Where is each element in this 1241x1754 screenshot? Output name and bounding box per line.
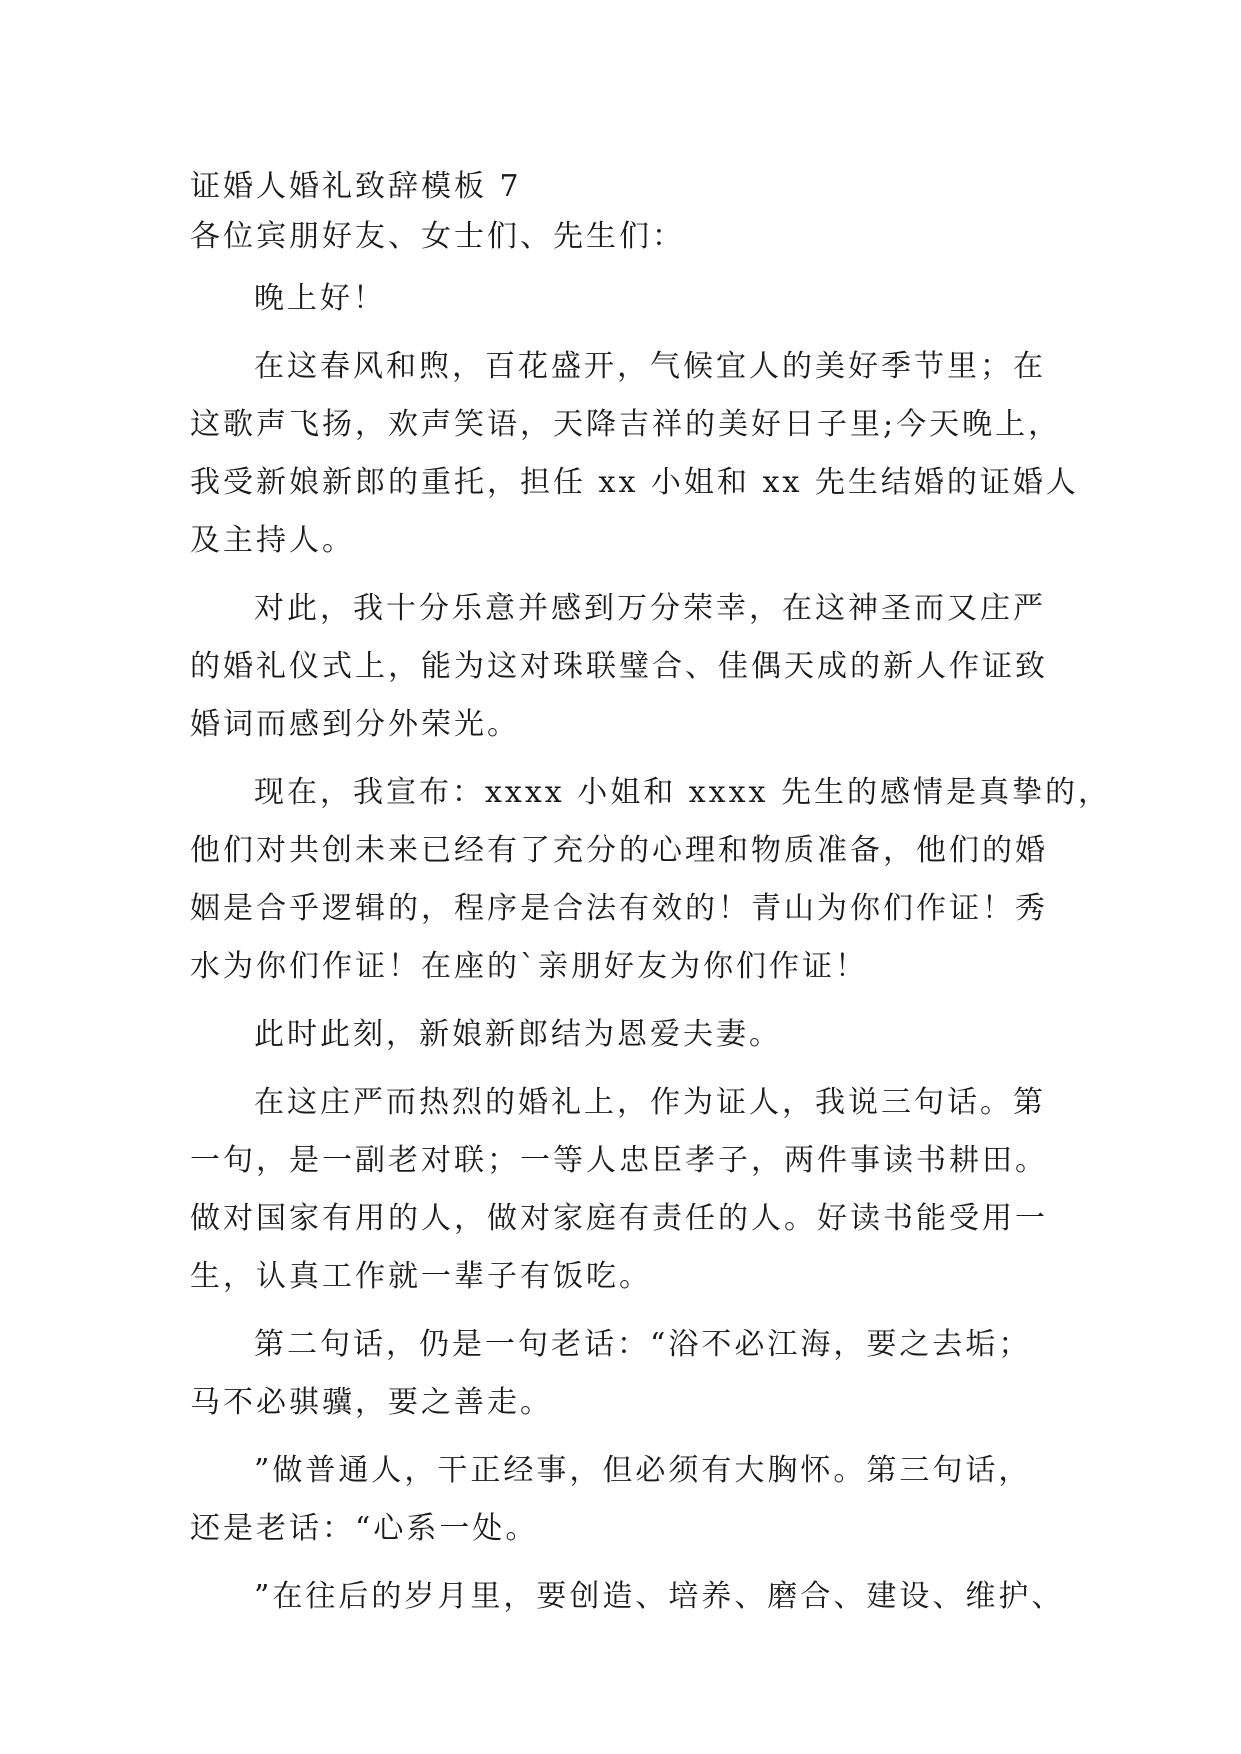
- paragraph: [190, 764, 1111, 996]
- paragraph-line: ”做普通人，干正经事，但必须有大胸怀。第三句话，: [254, 1453, 1032, 1488]
- paragraph: [190, 270, 1060, 328]
- paragraph: [190, 1006, 1060, 1064]
- paragraph-list: [190, 270, 1111, 1626]
- paragraph: [190, 338, 1079, 570]
- paragraph-line: 这歌声飞扬，欢声笑语，天降吉祥的美好日子里;今天晚上，: [190, 407, 1062, 442]
- paragraph-line: 还是老话：“心系一处。: [190, 1511, 539, 1546]
- paragraph-line: 在这春风和煦，百花盛开，气候宜人的美好季节里；在: [254, 349, 1046, 384]
- paragraph-line: 他们对共创未来已经有了充分的心理和物质准备，他们的婚: [190, 833, 1048, 868]
- paragraph-line: 水为你们作证！在座的`亲朋好友为你们作证！: [190, 949, 868, 984]
- paragraph-line: 第二句话，仍是一句老话：“浴不必江海，要之去垢；: [254, 1327, 1032, 1362]
- salutation: 各位宾朋好友、女士们、先生们：: [190, 219, 685, 254]
- paragraph-line: 及主持人。: [190, 523, 355, 558]
- paragraph: [190, 1074, 1060, 1306]
- paragraph-line: 晚上好！: [254, 281, 386, 316]
- paragraph-line: 做对国家有用的人，做对家庭有责任的人。好读书能受用一: [190, 1201, 1048, 1236]
- paragraph-line: 现在，我宣布：xxxx 小姐和 xxxx 先生的感情是真挚的，: [254, 775, 1111, 810]
- paragraph-line: 对此，我十分乐意并感到万分荣幸，在这神圣而又庄严: [254, 591, 1046, 626]
- paragraph: [190, 1442, 1060, 1558]
- paragraph-line: 姻是合乎逻辑的，程序是合法有效的！青山为你们作证！秀: [190, 891, 1048, 926]
- paragraph-line: 婚词而感到分外荣光。: [190, 707, 520, 742]
- paragraph: [190, 580, 1060, 754]
- paragraph-line: 此时此刻，新娘新郎结为恩爱夫妻。: [254, 1017, 782, 1052]
- paragraph-line: 马不必骐骥，要之善走。: [190, 1385, 553, 1420]
- paragraph: [190, 1316, 1060, 1432]
- paragraph-line: 一句，是一副老对联；一等人忠臣孝子，两件事读书耕田。: [190, 1143, 1048, 1178]
- paragraph: [190, 1568, 1065, 1626]
- paragraph-line: 我受新娘新郎的重托，担任 xx 小姐和 xx 先生结婚的证婚人: [190, 465, 1079, 500]
- paragraph-line: 的婚礼仪式上，能为这对珠联璧合、佳偶天成的新人作证致: [190, 649, 1048, 684]
- document-title: 证婚人婚礼致辞模板 7: [190, 169, 522, 204]
- paragraph-line: ”在往后的岁月里，要创造、培养、磨合、建设、维护、: [254, 1579, 1065, 1614]
- paragraph-line: 生，认真工作就一辈子有饭吃。: [190, 1259, 652, 1294]
- paragraph-line: 在这庄严而热烈的婚礼上，作为证人，我说三句话。第: [254, 1085, 1046, 1120]
- document-body: [190, 162, 1111, 1636]
